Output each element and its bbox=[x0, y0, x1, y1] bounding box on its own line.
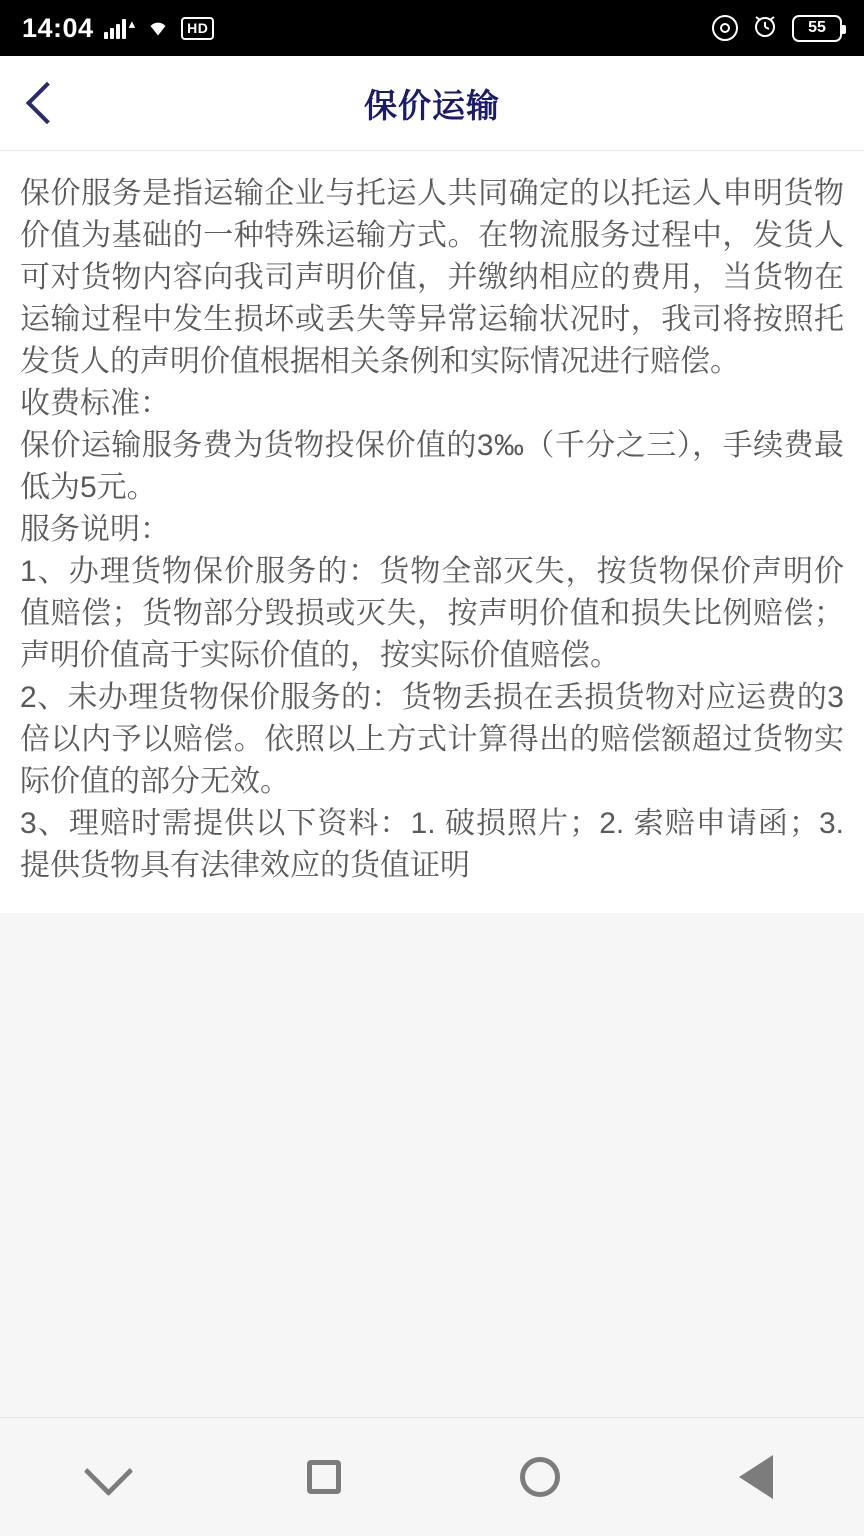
article-paragraph: 收费标准： bbox=[20, 387, 170, 420]
article-paragraph: 保价服务是指运输企业与托运人共同确定的以托运人申明货物价值为基础的一种特殊运输方式。在物流服务过程中，发货人可对货物内容向我司声明价值，并缴纳相应的费用，当货物在运输过程中发生损坏或丢失等异常运输状况时，我司将按照托发货人的声明价值根据相关条例和实际情况进行赔偿。 bbox=[20, 177, 844, 378]
wifi-icon bbox=[145, 15, 171, 42]
content-scroll-area[interactable] bbox=[0, 151, 864, 1418]
back-nav-button[interactable] bbox=[696, 1418, 816, 1536]
home-button[interactable] bbox=[480, 1418, 600, 1536]
triangle-left-icon bbox=[739, 1455, 773, 1499]
status-bar-right bbox=[712, 13, 842, 44]
article-paragraph: 服务说明： bbox=[20, 513, 170, 546]
back-chevron-icon bbox=[26, 82, 68, 124]
status-bar-left bbox=[22, 13, 214, 44]
article-paragraph: 保价运输服务费为货物投保价值的3‰（千分之三），手续费最低为5元。 bbox=[20, 429, 844, 504]
title-bar bbox=[0, 56, 864, 151]
system-navigation-bar bbox=[0, 1417, 864, 1536]
at-circle-icon bbox=[712, 15, 738, 41]
battery-indicator: 55 bbox=[792, 15, 842, 42]
alarm-clock-icon bbox=[752, 13, 778, 44]
recent-apps-button[interactable] bbox=[264, 1418, 384, 1536]
article-paragraph: 3、理赔时需提供以下资料：1. 破损照片；2. 索赔申请函；3. 提供货物具有法律效应的货值证明 bbox=[20, 807, 844, 882]
article-paragraph: 2、未办理货物保价服务的：货物丢损在丢损货物对应运费的3倍以内予以赔偿。依照以上方式计算得出的赔偿额超过货物实际价值的部分无效。 bbox=[20, 681, 844, 798]
status-bar bbox=[0, 0, 864, 56]
hide-keyboard-button[interactable] bbox=[48, 1418, 168, 1536]
status-time: 14:04 bbox=[22, 12, 94, 43]
signal-bars-icon: ▴ bbox=[104, 17, 136, 39]
page-title: 保价运输 bbox=[364, 86, 500, 124]
article-paragraph: 1、办理货物保价服务的：货物全部灭失，按货物保价声明价值赔偿；货物部分毁损或灭失，按声明价值和损失比例赔偿；声明价值高于实际价值的，按实际价值赔偿。 bbox=[20, 555, 844, 672]
hd-icon: HD bbox=[181, 17, 214, 40]
circle-icon bbox=[520, 1457, 560, 1497]
article-body bbox=[0, 151, 864, 913]
square-icon bbox=[307, 1460, 341, 1494]
chevron-down-icon bbox=[83, 1446, 132, 1495]
back-button[interactable] bbox=[0, 56, 86, 150]
